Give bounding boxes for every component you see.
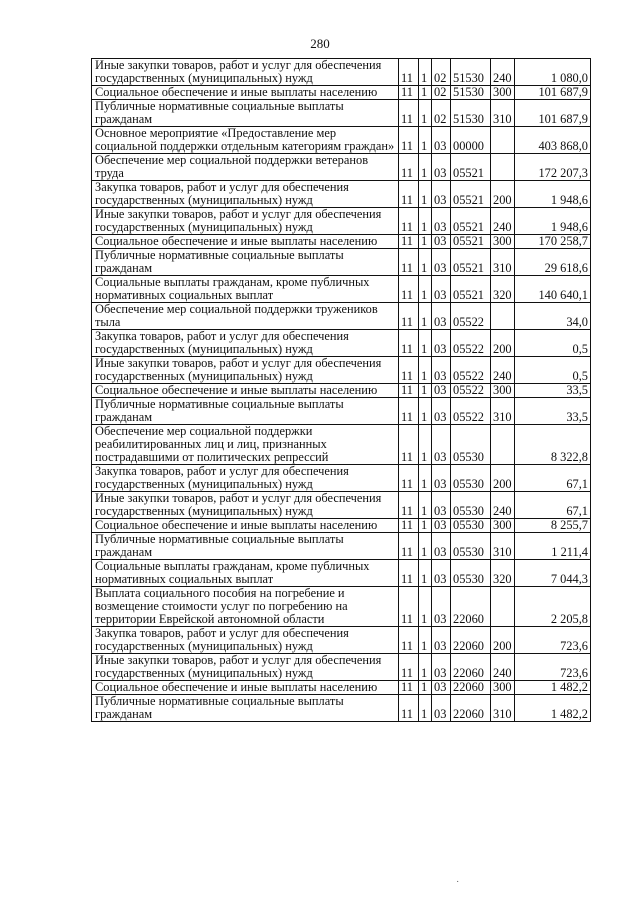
row-expense-type: 200 — [491, 181, 515, 208]
row-code-section: 11 — [399, 492, 419, 519]
row-name: Социальное обеспечение и иные выплаты населению — [92, 681, 399, 695]
row-expense-type — [491, 127, 515, 154]
row-code-section: 11 — [399, 533, 419, 560]
budget-table-body — [92, 59, 591, 722]
row-name: Социальное обеспечение и иные выплаты населению — [92, 519, 399, 533]
row-amount: 33,5 — [515, 398, 591, 425]
row-code-section: 11 — [399, 154, 419, 181]
row-expense-type: 320 — [491, 276, 515, 303]
row-code-direction: 22060 — [451, 587, 491, 627]
row-code-event: 02 — [432, 100, 451, 127]
row-code-section: 11 — [399, 627, 419, 654]
row-expense-type: 310 — [491, 398, 515, 425]
row-name: Иные закупки товаров, работ и услуг для обеспечения государственных (муниципальных) нужд — [92, 654, 399, 681]
row-expense-type: 310 — [491, 533, 515, 560]
row-code-program: 1 — [419, 465, 432, 492]
row-expense-type: 300 — [491, 519, 515, 533]
row-code-section: 11 — [399, 59, 419, 86]
table-row — [92, 425, 591, 465]
table-row — [92, 627, 591, 654]
row-name: Иные закупки товаров, работ и услуг для обеспечения государственных (муниципальных) нужд — [92, 357, 399, 384]
row-code-program: 1 — [419, 695, 432, 722]
row-code-direction: 22060 — [451, 681, 491, 695]
row-code-direction: 22060 — [451, 695, 491, 722]
row-code-program: 1 — [419, 100, 432, 127]
table-row — [92, 560, 591, 587]
row-amount: 2 205,8 — [515, 587, 591, 627]
row-code-section: 11 — [399, 587, 419, 627]
table-row — [92, 181, 591, 208]
row-expense-type: 320 — [491, 560, 515, 587]
row-code-program: 1 — [419, 59, 432, 86]
row-code-event: 03 — [432, 533, 451, 560]
row-amount: 170 258,7 — [515, 235, 591, 249]
row-code-direction: 05521 — [451, 249, 491, 276]
row-code-direction: 05521 — [451, 208, 491, 235]
row-code-program: 1 — [419, 181, 432, 208]
row-code-section: 11 — [399, 303, 419, 330]
table-row — [92, 384, 591, 398]
row-code-section: 11 — [399, 235, 419, 249]
row-code-program: 1 — [419, 398, 432, 425]
row-expense-type: 240 — [491, 208, 515, 235]
table-row — [92, 695, 591, 722]
row-code-program: 1 — [419, 330, 432, 357]
row-amount: 1 080,0 — [515, 59, 591, 86]
row-name: Обеспечение мер социальной поддержки реабилитированных лиц и лиц, признанных пострадавшими от политических репрессий — [92, 425, 399, 465]
row-code-section: 11 — [399, 384, 419, 398]
table-row — [92, 357, 591, 384]
row-code-program: 1 — [419, 357, 432, 384]
row-code-direction: 05530 — [451, 533, 491, 560]
row-code-event: 03 — [432, 627, 451, 654]
row-code-event: 03 — [432, 303, 451, 330]
table-row — [92, 398, 591, 425]
row-expense-type: 300 — [491, 235, 515, 249]
row-code-section: 11 — [399, 695, 419, 722]
row-code-direction: 22060 — [451, 627, 491, 654]
table-row — [92, 276, 591, 303]
row-code-direction: 05521 — [451, 154, 491, 181]
table-row — [92, 127, 591, 154]
row-name: Социальное обеспечение и иные выплаты населению — [92, 384, 399, 398]
row-name: Публичные нормативные социальные выплаты гражданам — [92, 533, 399, 560]
row-name: Публичные нормативные социальные выплаты гражданам — [92, 695, 399, 722]
row-amount: 0,5 — [515, 357, 591, 384]
row-expense-type: 240 — [491, 492, 515, 519]
row-code-event: 03 — [432, 127, 451, 154]
row-amount: 1 211,4 — [515, 533, 591, 560]
row-code-program: 1 — [419, 533, 432, 560]
row-code-event: 02 — [432, 86, 451, 100]
row-expense-type — [491, 587, 515, 627]
row-code-section: 11 — [399, 560, 419, 587]
row-code-direction: 05521 — [451, 276, 491, 303]
row-amount: 140 640,1 — [515, 276, 591, 303]
table-row — [92, 100, 591, 127]
row-amount: 34,0 — [515, 303, 591, 330]
row-amount: 1 482,2 — [515, 681, 591, 695]
row-name: Публичные нормативные социальные выплаты гражданам — [92, 249, 399, 276]
row-code-direction: 05522 — [451, 398, 491, 425]
row-code-event: 03 — [432, 587, 451, 627]
row-name: Закупка товаров, работ и услуг для обеспечения государственных (муниципальных) нужд — [92, 330, 399, 357]
row-code-event: 03 — [432, 357, 451, 384]
row-amount: 403 868,0 — [515, 127, 591, 154]
row-name: Закупка товаров, работ и услуг для обеспечения государственных (муниципальных) нужд — [92, 181, 399, 208]
row-expense-type: 240 — [491, 59, 515, 86]
row-code-event: 03 — [432, 208, 451, 235]
row-code-direction: 05521 — [451, 181, 491, 208]
row-code-event: 02 — [432, 59, 451, 86]
row-code-event: 03 — [432, 654, 451, 681]
table-row — [92, 587, 591, 627]
row-expense-type: 240 — [491, 357, 515, 384]
row-code-event: 03 — [432, 330, 451, 357]
row-code-program: 1 — [419, 249, 432, 276]
row-amount: 1 482,2 — [515, 695, 591, 722]
row-expense-type: 310 — [491, 249, 515, 276]
row-name: Иные закупки товаров, работ и услуг для обеспечения государственных (муниципальных) нужд — [92, 208, 399, 235]
budget-table — [91, 58, 591, 722]
row-code-program: 1 — [419, 654, 432, 681]
row-expense-type: 200 — [491, 330, 515, 357]
row-expense-type: 300 — [491, 384, 515, 398]
row-expense-type — [491, 154, 515, 181]
row-code-section: 11 — [399, 249, 419, 276]
row-amount: 101 687,9 — [515, 100, 591, 127]
row-code-direction: 22060 — [451, 654, 491, 681]
row-name: Обеспечение мер социальной поддержки ветеранов труда — [92, 154, 399, 181]
row-code-event: 03 — [432, 681, 451, 695]
row-amount: 101 687,9 — [515, 86, 591, 100]
row-code-section: 11 — [399, 276, 419, 303]
table-row — [92, 465, 591, 492]
row-code-event: 03 — [432, 235, 451, 249]
row-name: Выплата социального пособия на погребение и возмещение стоимости услуг по погребению на территории Еврейской автономной области — [92, 587, 399, 627]
row-name: Обеспечение мер социальной поддержки тружеников тыла — [92, 303, 399, 330]
row-code-direction: 51530 — [451, 59, 491, 86]
row-code-event: 03 — [432, 560, 451, 587]
table-row — [92, 533, 591, 560]
row-code-section: 11 — [399, 357, 419, 384]
row-code-program: 1 — [419, 519, 432, 533]
row-name: Иные закупки товаров, работ и услуг для обеспечения государственных (муниципальных) нужд — [92, 59, 399, 86]
row-name: Публичные нормативные социальные выплаты гражданам — [92, 100, 399, 127]
row-code-section: 11 — [399, 398, 419, 425]
row-name: Социальные выплаты гражданам, кроме публичных нормативных социальных выплат — [92, 560, 399, 587]
row-expense-type: 310 — [491, 695, 515, 722]
row-code-section: 11 — [399, 654, 419, 681]
row-code-direction: 05530 — [451, 492, 491, 519]
table-row — [92, 519, 591, 533]
row-name: Закупка товаров, работ и услуг для обеспечения государственных (муниципальных) нужд — [92, 465, 399, 492]
row-code-event: 03 — [432, 384, 451, 398]
row-code-program: 1 — [419, 681, 432, 695]
row-code-event: 03 — [432, 695, 451, 722]
row-code-direction: 00000 — [451, 127, 491, 154]
row-code-program: 1 — [419, 384, 432, 398]
table-row — [92, 249, 591, 276]
page-number: 280 — [310, 36, 330, 51]
row-amount: 723,6 — [515, 654, 591, 681]
row-name: Социальное обеспечение и иные выплаты населению — [92, 86, 399, 100]
row-code-direction: 05530 — [451, 519, 491, 533]
row-code-direction: 05530 — [451, 425, 491, 465]
row-code-direction: 05522 — [451, 330, 491, 357]
row-code-program: 1 — [419, 86, 432, 100]
row-code-direction: 05522 — [451, 384, 491, 398]
row-amount: 1 948,6 — [515, 181, 591, 208]
row-code-event: 03 — [432, 154, 451, 181]
row-expense-type: 200 — [491, 465, 515, 492]
row-code-direction: 05530 — [451, 560, 491, 587]
row-name: Закупка товаров, работ и услуг для обеспечения государственных (муниципальных) нужд — [92, 627, 399, 654]
table-row — [92, 654, 591, 681]
row-expense-type: 300 — [491, 86, 515, 100]
row-amount: 172 207,3 — [515, 154, 591, 181]
table-row — [92, 492, 591, 519]
row-amount: 0,5 — [515, 330, 591, 357]
row-code-program: 1 — [419, 587, 432, 627]
row-code-program: 1 — [419, 425, 432, 465]
table-row — [92, 235, 591, 249]
row-amount: 33,5 — [515, 384, 591, 398]
row-name: Иные закупки товаров, работ и услуг для обеспечения государственных (муниципальных) нужд — [92, 492, 399, 519]
row-name: Социальные выплаты гражданам, кроме публичных нормативных социальных выплат — [92, 276, 399, 303]
row-expense-type: 310 — [491, 100, 515, 127]
row-code-program: 1 — [419, 235, 432, 249]
row-name: Основное мероприятие «Предоставление мер социальной поддержки отдельным категориям граждан» — [92, 127, 399, 154]
table-row — [92, 59, 591, 86]
row-code-direction: 05522 — [451, 303, 491, 330]
row-code-program: 1 — [419, 303, 432, 330]
row-code-section: 11 — [399, 681, 419, 695]
table-row — [92, 86, 591, 100]
row-code-program: 1 — [419, 154, 432, 181]
row-code-direction: 05521 — [451, 235, 491, 249]
row-amount: 7 044,3 — [515, 560, 591, 587]
row-name: Публичные нормативные социальные выплаты гражданам — [92, 398, 399, 425]
row-code-direction: 05530 — [451, 465, 491, 492]
row-code-event: 03 — [432, 276, 451, 303]
row-code-section: 11 — [399, 425, 419, 465]
row-code-program: 1 — [419, 208, 432, 235]
row-code-section: 11 — [399, 208, 419, 235]
table-row — [92, 303, 591, 330]
row-amount: 29 618,6 — [515, 249, 591, 276]
row-amount: 723,6 — [515, 627, 591, 654]
row-code-event: 03 — [432, 492, 451, 519]
row-amount: 1 948,6 — [515, 208, 591, 235]
row-code-direction: 51530 — [451, 86, 491, 100]
row-code-event: 03 — [432, 465, 451, 492]
row-expense-type — [491, 303, 515, 330]
row-code-direction: 51530 — [451, 100, 491, 127]
row-code-section: 11 — [399, 465, 419, 492]
row-code-event: 03 — [432, 425, 451, 465]
scan-mark: ˙ — [456, 880, 460, 891]
row-code-section: 11 — [399, 86, 419, 100]
row-code-program: 1 — [419, 627, 432, 654]
row-code-program: 1 — [419, 560, 432, 587]
row-code-program: 1 — [419, 492, 432, 519]
row-expense-type: 300 — [491, 681, 515, 695]
table-row — [92, 154, 591, 181]
row-amount: 67,1 — [515, 492, 591, 519]
row-code-program: 1 — [419, 127, 432, 154]
row-code-direction: 05522 — [451, 357, 491, 384]
row-code-section: 11 — [399, 100, 419, 127]
row-expense-type: 240 — [491, 654, 515, 681]
table-row — [92, 208, 591, 235]
row-code-program: 1 — [419, 276, 432, 303]
row-amount: 8 322,8 — [515, 425, 591, 465]
row-name: Социальное обеспечение и иные выплаты населению — [92, 235, 399, 249]
row-code-event: 03 — [432, 519, 451, 533]
row-expense-type — [491, 425, 515, 465]
row-amount: 67,1 — [515, 465, 591, 492]
row-code-section: 11 — [399, 181, 419, 208]
row-code-event: 03 — [432, 398, 451, 425]
row-expense-type: 200 — [491, 627, 515, 654]
table-row — [92, 681, 591, 695]
table-row — [92, 330, 591, 357]
row-code-section: 11 — [399, 519, 419, 533]
row-amount: 8 255,7 — [515, 519, 591, 533]
row-code-section: 11 — [399, 127, 419, 154]
row-code-event: 03 — [432, 181, 451, 208]
row-code-event: 03 — [432, 249, 451, 276]
row-code-section: 11 — [399, 330, 419, 357]
